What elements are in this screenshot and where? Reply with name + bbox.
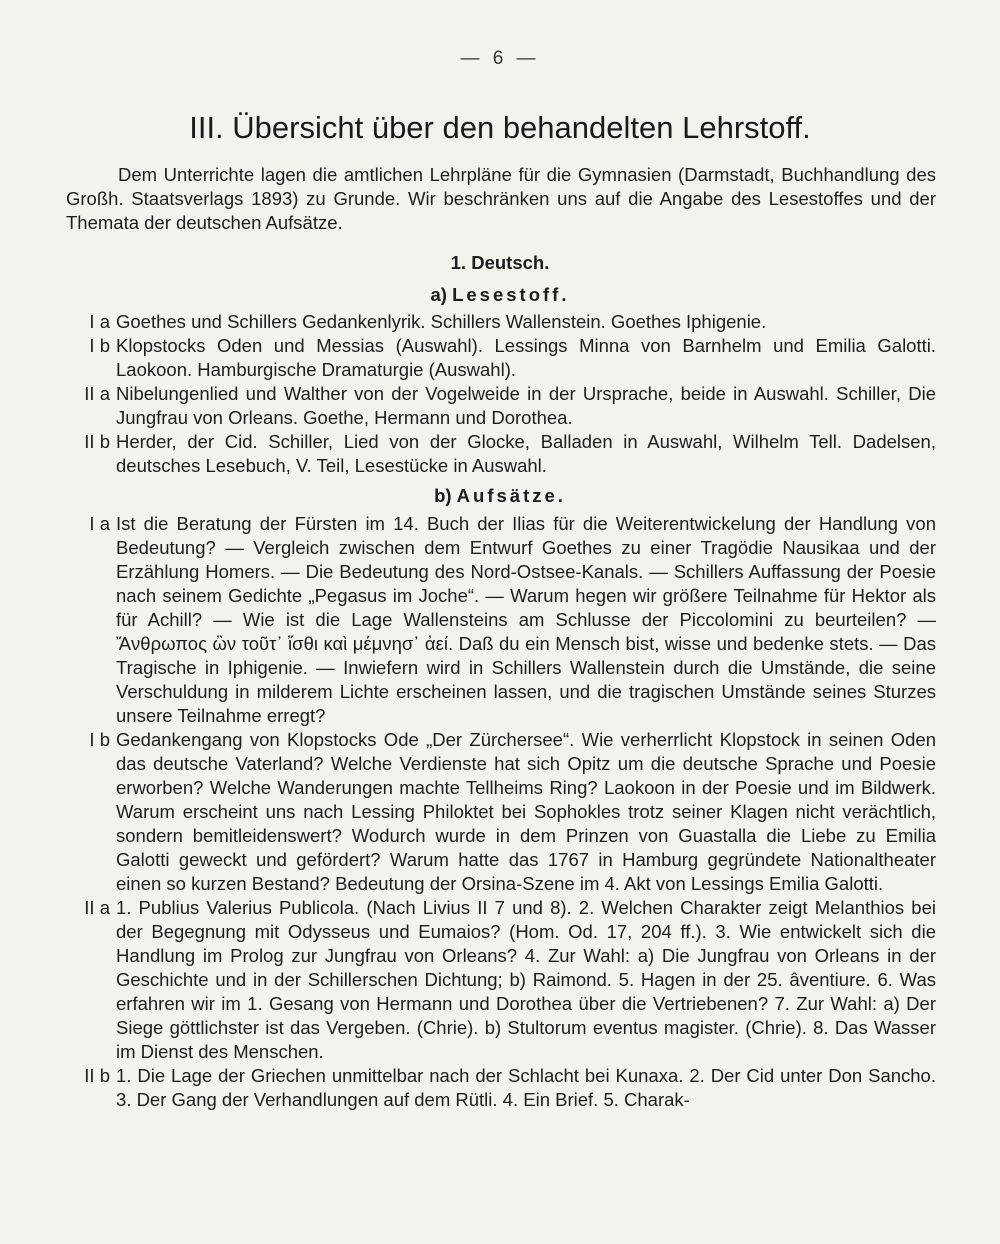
lesestoff-list [0,310,1000,478]
entry-text: Goethes und Schillers Gedankenlyrik. Schillers Wallenstein. Goethes Iphigenie. [116,311,767,332]
class-label: II b [84,431,110,452]
list-item [0,1064,1000,1112]
class-label: I b [89,335,110,356]
subsection-prefix: a) [430,284,447,305]
class-label: II a [84,383,110,404]
subsection-label: Aufsätze. [456,485,566,506]
class-label: I a [89,311,110,332]
entry-text: Klopstocks Oden und Messias (Auswahl). Lessings Minna von Barnhelm und Emilia Galotti. Laokoon. Hamburgische Dramaturgie (Auswahl). [116,335,936,380]
entry-text: Ist die Beratung der Fürsten im 14. Buch der Ilias für die Weiterentwickelung der Handlung von Bedeutung? — Vergleich zwischen dem Entwurf Goethes zu einer Tragödie Nausikaa und der Erzählung Homers. — Die Bedeutung des Nord-Ostsee-Kanals. — Schillers Auffassung der Poesie nach seinem Gedichte „Pegasus im Joche“. — Warum hegen wir größere Teilnahme für Hektor als für Achill? — Wie ist die Lage Wallensteins am Schlusse der Piccolomini zu beurteilen? — Ἄνθρωπος ὢν τοῦτ᾽ ἴσθι καὶ μέμνησ᾽ ἀεί. Daß du ein Mensch bist, wisse und bedenke stets. — Das Tragische in Iphigenie. — Inwiefern wird in Schillers Wallenstein durch die Umstände, die seine Verschuldung in milderem Lichte erscheinen lassen, und die tragischen Umstände seines Sturzes unsere Teilnahme erregt? [116,513,936,726]
section-title: 1. Deutsch. [450,252,550,273]
entry-text: Nibelungenlied und Walther von der Vogelweide in der Ursprache, beide in Auswahl. Schiller, Die Jungfrau von Orleans. Goethe, Hermann und Dorothea. [116,383,936,428]
intro-paragraph: Dem Unterrichte lagen die amtlichen Lehrpläne für die Gymnasien (Darmstadt, Buchhandlung des Großh. Staatsverlags 1893) zu Grunde. Wir beschränken uns auf die Angabe des Lesestoffes und der Themata der deutschen Aufsätze. [66,164,936,233]
page-title: III. Übersicht über den behandelten Lehrstoff. [189,110,811,145]
subsection-label: Lesestoff. [452,284,570,305]
list-item [0,382,1000,430]
class-label: II a [84,897,110,918]
list-item [0,896,1000,1064]
class-label: I b [89,729,110,750]
list-item [0,430,1000,478]
entry-text: 1. Die Lage der Griechen unmittelbar nach der Schlacht bei Kunaxa. 2. Der Cid unter Don Sancho. 3. Der Gang der Verhandlungen auf dem Rütli. 4. Ein Brief. 5. Charak- [116,1065,936,1110]
subsection-heading-lesestoff [0,284,1000,306]
class-label: I a [89,513,110,534]
aufsaetze-list [0,512,1000,1112]
list-item [0,310,1000,334]
entry-text: 1. Publius Valerius Publicola. (Nach Livius II 7 und 8). 2. Welchen Charakter zeigt Melanthios bei der Begegnung mit Odysseus und Eumaios? (Hom. Od. 17, 204 ff.). 3. Wie entwickelt sich die Handlung im Prolog zur Jungfrau von Orleans? 4. Zur Wahl: a) Die Jungfrau von Orleans in der Geschichte und in der Schillerschen Dichtung; b) Raimond. 5. Hagen in der 25. âventiure. 6. Was erfahren wir im 1. Gesang von Hermann und Dorothea über die Vertriebenen? 7. Zur Wahl: a) Der Siege göttlichster ist das Vergeben. (Chrie). b) Stultorum eventus magister. (Chrie). 8. Das Wasser im Dienst des Menschen. [116,897,936,1062]
subsection-heading-aufsaetze [0,485,1000,507]
class-label: II b [84,1065,110,1086]
list-item [0,728,1000,896]
page-number: — 6 — [460,48,540,69]
list-item [0,334,1000,382]
list-item [0,512,1000,728]
entry-text: Herder, der Cid. Schiller, Lied von der Glocke, Balladen in Auswahl, Wilhelm Tell. Dadelsen, deutsches Lesebuch, V. Teil, Lesestücke in Auswahl. [116,431,936,476]
entry-text: Gedankengang von Klopstocks Ode „Der Zürchersee“. Wie verherrlicht Klopstock in seinen Oden das deutsche Vaterland? Welche Verdienste hat sich Opitz um die deutsche Sprache und Poesie erworben? Welche Wanderungen machte Tellheims Ring? Laokoon in der Poesie und im Bildwerk. Warum erscheint uns nach Lessing Philoktet bei Sophokles trotz seiner Klagen nicht verächtlich, sondern bemitleidenswert? Wodurch wurde in dem Prinzen von Guastalla die Liebe zu Emilia Galotti geweckt und gefördert? Warum hatte das 1767 in Hamburg gegründete Nationaltheater einen so kurzen Bestand? Bedeutung der Orsina-Szene im 4. Akt von Lessings Emilia Galotti. [116,729,936,894]
subsection-prefix: b) [434,485,452,506]
